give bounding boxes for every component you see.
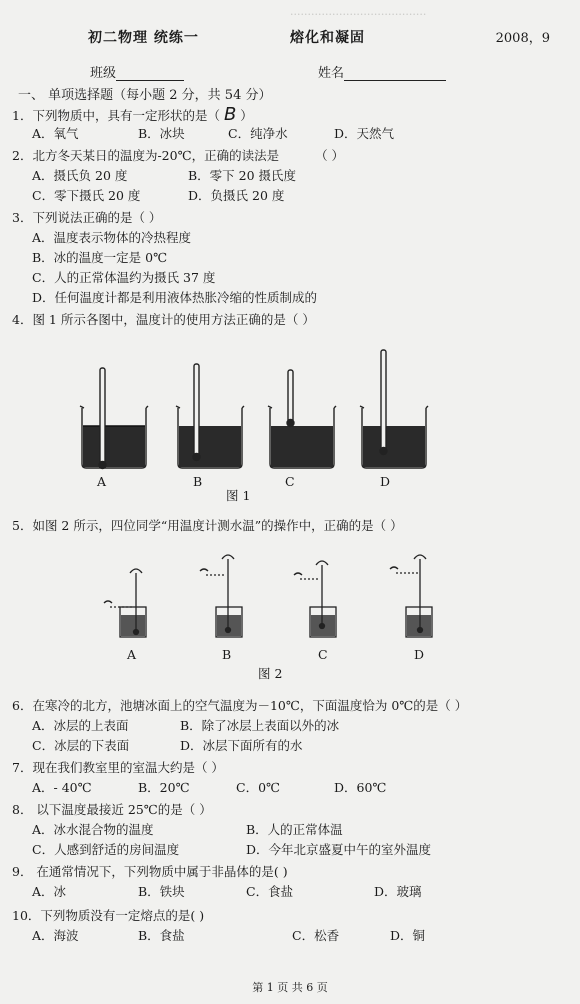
- figure-1-label-c: C: [285, 474, 295, 489]
- figure-1-caption: 图 1: [226, 488, 251, 503]
- option-d[interactable]: D．负摄氏 20 度: [188, 188, 285, 203]
- option-d[interactable]: D．铜: [390, 928, 426, 943]
- question-2: [12, 146, 344, 164]
- setup-d: [390, 555, 432, 637]
- option-d[interactable]: D．60℃: [334, 780, 387, 795]
- handwritten-answer: B: [223, 104, 237, 125]
- option-d[interactable]: D．任何温度计都是利用液体热胀冷缩的性质制成的: [32, 290, 318, 305]
- figure-2-label-a: A: [127, 647, 137, 662]
- name-blank[interactable]: [344, 67, 446, 81]
- option-a[interactable]: A．冰层的上表面: [32, 718, 129, 733]
- option-a[interactable]: A．海波: [32, 928, 79, 943]
- question-9: 9． 在通常情况下，下列物质中属于非晶体的是( ): [12, 864, 288, 879]
- thermometer: [287, 370, 294, 427]
- option-c[interactable]: C．松香: [292, 928, 340, 943]
- question-8: 8． 以下温度最接近 25℃的是（ ）: [12, 802, 212, 817]
- figure-1-label-a: A: [97, 474, 107, 489]
- figure-1-label-b: B: [193, 474, 203, 489]
- option-a[interactable]: A．温度表示物体的冷热程度: [32, 230, 192, 245]
- question-1: [12, 104, 253, 125]
- question-stem-end: ）: [240, 108, 253, 123]
- option-a[interactable]: A．氧气: [32, 126, 79, 141]
- figure-2-label-c: C: [318, 647, 328, 662]
- option-d[interactable]: D．冰层下面所有的水: [180, 738, 303, 753]
- option-a[interactable]: A．冰水混合物的温度: [32, 822, 154, 837]
- bleed-through-text: ·······································: [290, 8, 427, 21]
- option-c[interactable]: C．人的正常体温约为摄氏 37 度: [32, 270, 216, 285]
- figure-2-caption: 图 2: [258, 666, 283, 681]
- figure-1-label-d: D: [380, 474, 391, 489]
- answer-paren[interactable]: （ ）: [315, 148, 345, 163]
- question-stem: 2．北方冬天某日的温度为-20℃，正确的读法是: [12, 148, 280, 163]
- option-a[interactable]: A．冰: [32, 884, 67, 899]
- exam-title: 初二物理 统练一: [88, 30, 199, 46]
- setup-c: [294, 561, 336, 637]
- option-d[interactable]: D．今年北京盛夏中午的室外温度: [246, 842, 432, 857]
- exam-date: 2008，9: [495, 31, 550, 46]
- option-c[interactable]: C．人感到舒适的房间温度: [32, 842, 180, 857]
- option-c[interactable]: C．零下摄氏 20 度: [32, 188, 141, 203]
- class-blank[interactable]: [116, 67, 184, 81]
- option-c[interactable]: C．冰层的下表面: [32, 738, 130, 753]
- option-b[interactable]: B．冰的温度一定是 0℃: [32, 250, 168, 265]
- option-b[interactable]: B．零下 20 摄氏度: [188, 168, 297, 183]
- option-d[interactable]: D．玻璃: [374, 884, 422, 899]
- page-footer: 第 1 页 共 6 页: [252, 981, 328, 994]
- option-b[interactable]: B．20℃: [138, 780, 190, 795]
- option-a[interactable]: A．- 40℃: [32, 780, 92, 795]
- section-title: 一、 单项选择题（每小题 2 分，共 54 分）: [18, 88, 272, 103]
- question-5: 5．如图 2 所示，四位同学“用温度计测水温”的操作中，正确的是（ ）: [12, 518, 403, 533]
- figure-2-measuring: [100, 545, 460, 645]
- class-label: 班级: [90, 66, 117, 81]
- question-6: 6．在寒冷的北方，池塘冰面上的空气温度为－10℃，下面温度恰为 0℃的是（ ）: [12, 698, 468, 713]
- thermometer: [193, 364, 200, 461]
- name-field: [318, 62, 446, 81]
- figure-2-label-b: B: [222, 647, 232, 662]
- option-b[interactable]: B．铁块: [138, 884, 185, 899]
- name-label: 姓名: [318, 66, 345, 81]
- thermometer: [380, 350, 387, 455]
- class-field: [90, 62, 184, 81]
- beaker-b: [176, 364, 244, 468]
- option-c[interactable]: C．食盐: [246, 884, 294, 899]
- figure-1-beakers: [60, 338, 440, 478]
- beaker-a: [80, 368, 148, 469]
- question-stem: 1．下列物质中，具有一定形状的是（: [12, 108, 220, 123]
- question-4: 4．图 1 所示各图中，温度计的使用方法正确的是（ ）: [12, 312, 315, 327]
- option-c[interactable]: C．0℃: [236, 780, 281, 795]
- setup-b: [200, 555, 242, 637]
- option-d[interactable]: D．天然气: [334, 126, 395, 141]
- figure-2-label-d: D: [414, 647, 425, 662]
- option-b[interactable]: B．食盐: [138, 928, 185, 943]
- question-7: 7．现在我们教室里的室温大约是（ ）: [12, 760, 224, 775]
- option-b[interactable]: B．人的正常体温: [246, 822, 343, 837]
- beaker-d: [360, 350, 428, 468]
- beaker-c: [268, 370, 336, 468]
- option-b[interactable]: B．除了冰层上表面以外的冰: [180, 718, 340, 733]
- question-10: 10．下列物质没有一定熔点的是( ): [12, 908, 205, 923]
- option-c[interactable]: C．纯净水: [228, 126, 288, 141]
- question-3: 3．下列说法正确的是（ ）: [12, 210, 162, 225]
- exam-topic: 熔化和凝固: [290, 30, 365, 46]
- setup-a: [104, 569, 146, 637]
- option-a[interactable]: A．摄氏负 20 度: [32, 168, 128, 183]
- thermometer: [99, 368, 106, 469]
- option-b[interactable]: B．冰块: [138, 126, 185, 141]
